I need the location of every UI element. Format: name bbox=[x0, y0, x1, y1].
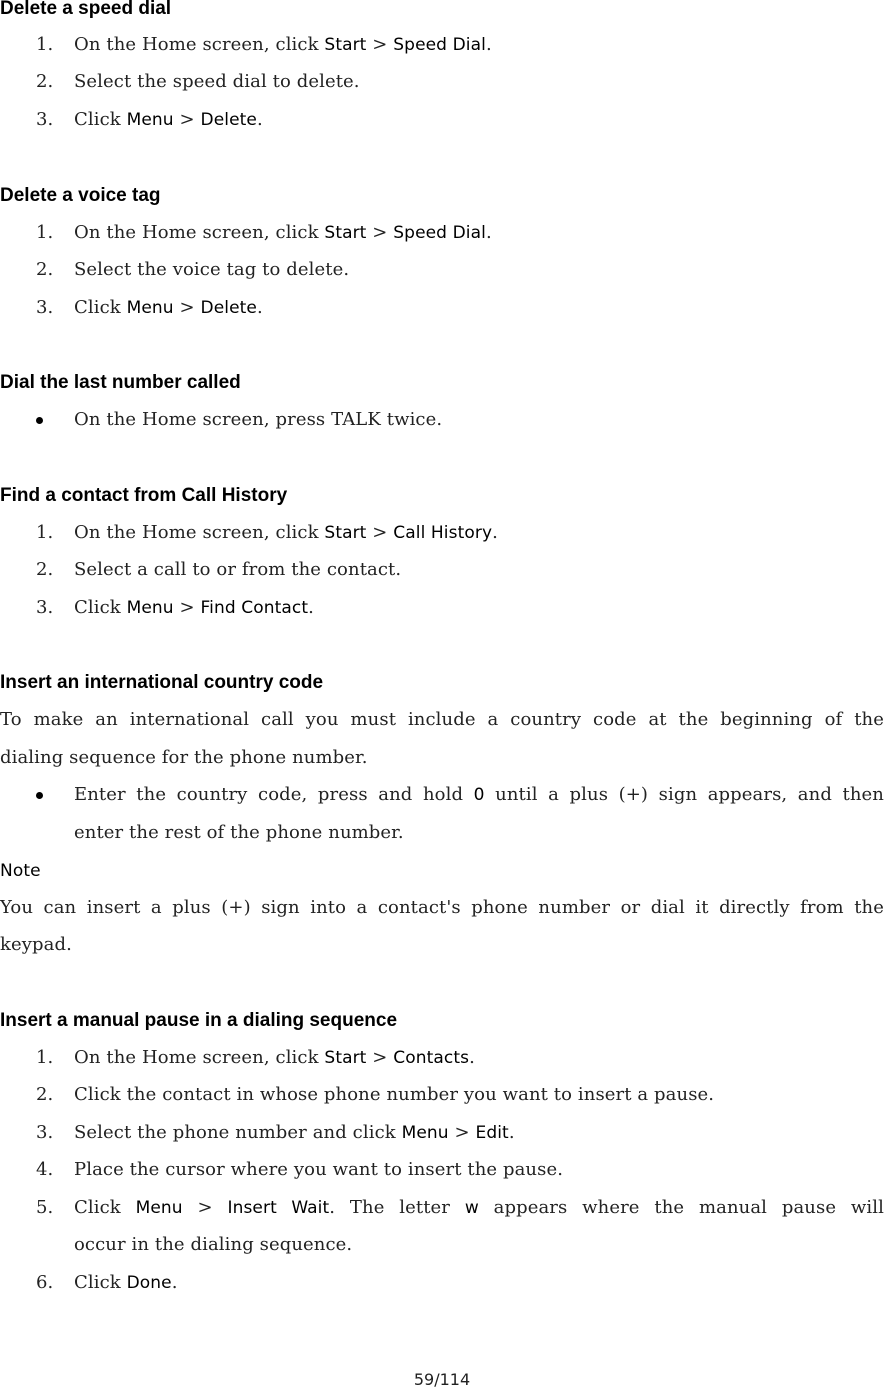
ui-label-edit: Edit bbox=[475, 1123, 509, 1143]
step-number: 3. bbox=[36, 109, 54, 130]
note-text: You can insert a plus (+) sign into a contact's phone number or dial it directly from the bbox=[0, 897, 884, 918]
step-text: On the Home screen, click Start > Speed Dial. bbox=[74, 222, 492, 243]
ui-label-find-contact: Find Contact bbox=[200, 598, 309, 618]
step-number: 1. bbox=[36, 522, 54, 543]
step-number: 1. bbox=[36, 1047, 54, 1068]
step-number: 2. bbox=[36, 71, 54, 92]
step-number: 1. bbox=[36, 222, 54, 243]
ui-label-menu: Menu bbox=[126, 598, 174, 618]
page-number: 59/114 bbox=[413, 1370, 471, 1389]
step-text: Select the voice tag to delete. bbox=[74, 259, 350, 280]
bullet-text: On the Home screen, press TALK twice. bbox=[74, 409, 443, 430]
step-number: 1. bbox=[36, 34, 54, 55]
step-text: Select a call to or from the contact. bbox=[74, 559, 402, 580]
step-number: 2. bbox=[36, 1084, 54, 1105]
ui-label-speed-dial: Speed Dial bbox=[393, 35, 486, 55]
step-number: 5. bbox=[36, 1197, 54, 1218]
ui-label-menu: Menu bbox=[135, 1198, 183, 1218]
step-text: Place the cursor where you want to insert the pause. bbox=[74, 1159, 564, 1180]
section-title: Delete a voice tag bbox=[0, 185, 161, 206]
step-text: On the Home screen, click Start > Call History. bbox=[74, 522, 498, 543]
ui-label-call-history: Call History bbox=[393, 523, 493, 543]
ui-label-menu: Menu bbox=[126, 110, 174, 130]
section-title: Dial the last number called bbox=[0, 372, 241, 393]
bullet-text: Enter the country code, press and hold 0 until a plus (+) sign appears, and then bbox=[74, 784, 884, 805]
paragraph-line: dialing sequence for the phone number. bbox=[0, 747, 368, 768]
section-title: Insert an international country code bbox=[0, 672, 324, 693]
step-text: Select the speed dial to delete. bbox=[74, 71, 360, 92]
step-text: occur in the dialing sequence. bbox=[74, 1234, 353, 1255]
ui-label-start: Start bbox=[324, 523, 367, 543]
ui-label-menu: Menu bbox=[401, 1123, 449, 1143]
step-number: 3. bbox=[36, 597, 54, 618]
step-text: Click the contact in whose phone number you want to insert a pause. bbox=[74, 1084, 715, 1105]
ui-label-delete: Delete bbox=[200, 298, 257, 318]
ui-label-delete: Delete bbox=[200, 110, 257, 130]
step-number: 2. bbox=[36, 559, 54, 580]
ui-label-start: Start bbox=[324, 1048, 367, 1068]
ui-label-start: Start bbox=[324, 223, 367, 243]
step-text: Click Menu > Find Contact. bbox=[74, 597, 314, 618]
step-number: 3. bbox=[36, 297, 54, 318]
step-text: Click Menu > Insert Wait. The letter w appears where the manual pause will bbox=[74, 1197, 884, 1218]
ui-label-start: Start bbox=[324, 35, 367, 55]
step-number: 3. bbox=[36, 1122, 54, 1143]
ui-key-zero: 0 bbox=[473, 785, 485, 805]
step-text: On the Home screen, click Start > Contacts. bbox=[74, 1047, 475, 1068]
step-number: 2. bbox=[36, 259, 54, 280]
section-title: Insert a manual pause in a dialing sequence bbox=[0, 1010, 398, 1031]
step-text: Click Menu > Delete. bbox=[74, 109, 263, 130]
ui-label-done: Done bbox=[126, 1273, 172, 1293]
section-title: Find a contact from Call History bbox=[0, 485, 288, 506]
step-text: Click Menu > Delete. bbox=[74, 297, 263, 318]
step-number: 4. bbox=[36, 1159, 54, 1180]
step-text: On the Home screen, click Start > Speed Dial. bbox=[74, 34, 492, 55]
ui-letter-w: w bbox=[464, 1198, 479, 1218]
ui-label-insert-wait: Insert Wait bbox=[227, 1198, 330, 1218]
section-title: Delete a speed dial bbox=[0, 0, 172, 19]
paragraph-line: To make an international call you must include a country code at the beginning of the bbox=[0, 709, 884, 730]
note-label: Note bbox=[0, 861, 41, 881]
note-text: keypad. bbox=[0, 934, 72, 955]
bullet-text: enter the rest of the phone number. bbox=[74, 822, 404, 843]
ui-label-speed-dial: Speed Dial bbox=[393, 223, 486, 243]
step-number: 6. bbox=[36, 1272, 54, 1293]
ui-label-contacts: Contacts bbox=[393, 1048, 470, 1068]
step-text: Click Done. bbox=[74, 1272, 178, 1293]
ui-label-menu: Menu bbox=[126, 298, 174, 318]
bullet-dot bbox=[36, 417, 43, 424]
step-text: Select the phone number and click Menu > Edit. bbox=[74, 1122, 515, 1143]
bullet-dot bbox=[36, 792, 43, 799]
